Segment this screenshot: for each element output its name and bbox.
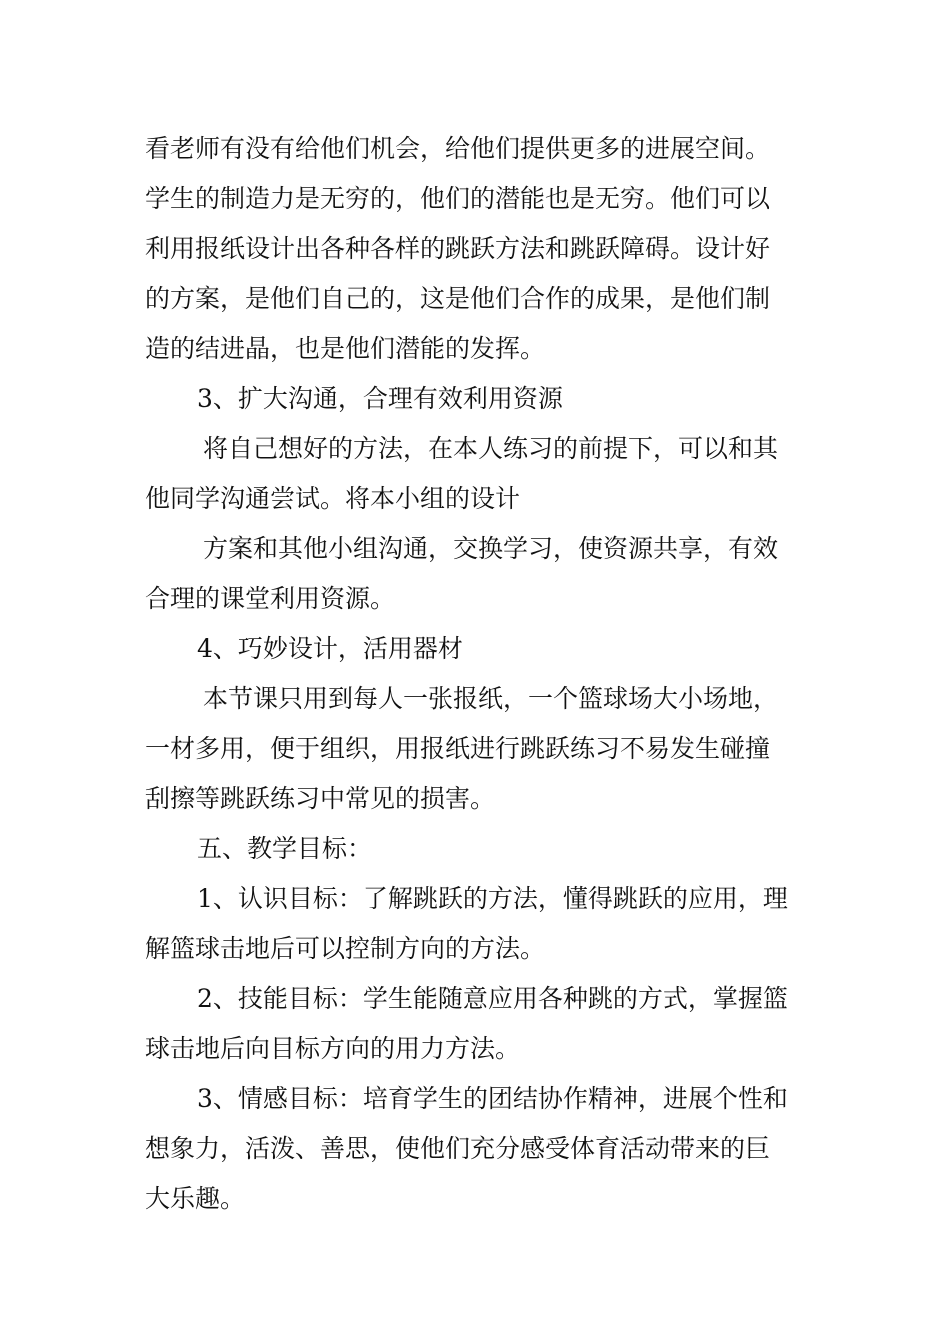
text-line: 看老师有没有给他们机会，给他们提供更多的进展空间。 xyxy=(145,134,771,163)
section-heading: 4、巧妙设计，活用器材 xyxy=(197,634,463,663)
text-line: 1、认识目标：了解跳跃的方法，懂得跳跃的应用，理 xyxy=(197,884,788,913)
text-line: 利用报纸设计出各种各样的跳跃方法和跳跃障碍。设计好 xyxy=(145,234,771,263)
text-line: 大乐趣。 xyxy=(145,1184,246,1213)
text-line: 2、技能目标：学生能随意应用各种跳的方式，掌握篮 xyxy=(197,984,788,1013)
text-line: 想象力，活泼、善思，使他们充分感受体育活动带来的巨 xyxy=(145,1134,771,1163)
section-heading: 五、教学目标： xyxy=(197,834,373,863)
text-line: 球击地后向目标方向的用力方法。 xyxy=(145,1034,521,1063)
text-line: 的方案，是他们自己的，这是他们合作的成果，是他们制 xyxy=(145,284,771,313)
text-line: 他同学沟通尝试。将本小组的设计 xyxy=(145,484,521,513)
text-line: 刮擦等跳跃练习中常见的损害。 xyxy=(145,784,496,813)
text-line: 本节课只用到每人一张报纸，一个篮球场大小场地， xyxy=(203,684,779,713)
text-line: 学生的制造力是无穷的，他们的潜能也是无穷。他们可以 xyxy=(145,184,771,213)
text-line: 将自己想好的方法，在本人练习的前提下，可以和其 xyxy=(203,434,779,463)
text-line: 造的结进晶，也是他们潜能的发挥。 xyxy=(145,334,546,363)
section-heading: 3、扩大沟通，合理有效利用资源 xyxy=(197,384,563,413)
text-line: 方案和其他小组沟通，交换学习，使资源共享，有效 xyxy=(203,534,779,563)
document-body xyxy=(145,124,810,1224)
text-line: 3、情感目标：培育学生的团结协作精神，进展个性和 xyxy=(197,1084,788,1113)
text-line: 一材多用，便于组织，用报纸进行跳跃练习不易发生碰撞 xyxy=(145,734,771,763)
text-line: 合理的课堂利用资源。 xyxy=(145,584,396,613)
text-line: 解篮球击地后可以控制方向的方法。 xyxy=(145,934,546,963)
